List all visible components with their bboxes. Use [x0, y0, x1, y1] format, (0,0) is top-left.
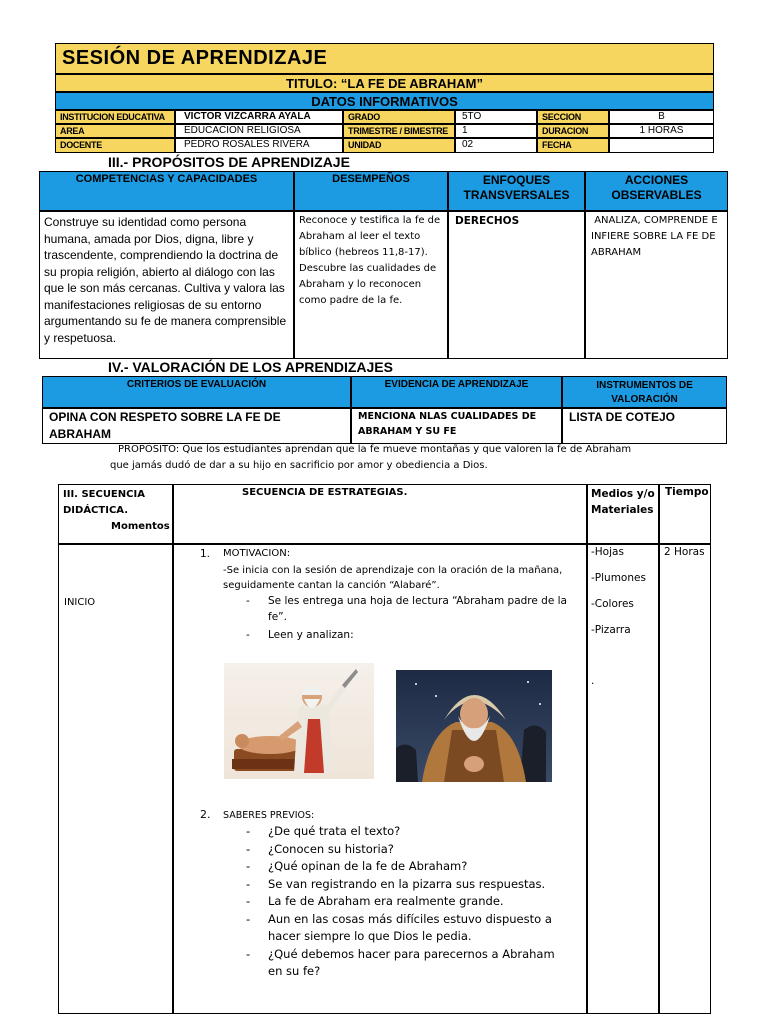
session-title-bar [55, 43, 714, 74]
proposito-line-2: que jamás dudó de dar a su hijo en sacrificio por amor y obediencia a Dios. [110, 460, 488, 471]
saberes-item: - Se van registrando en la pizarra sus respuestas. [222, 876, 562, 894]
valoracion-heading: IV.- VALORACIÓN DE LOS APRENDIZAJES [108, 359, 393, 375]
sequence-col-time: Tiempo [659, 484, 711, 544]
moment-label: INICIO [64, 597, 96, 608]
purposes-col-header: COMPETENCIAS Y CAPACIDADES [39, 171, 294, 211]
info-label: UNIDAD [343, 138, 455, 153]
sequence-col-title: III. SECUENCIA DIDÁCTICA. [63, 489, 145, 516]
motivacion-text: -Se inicia con la sesión de aprendizaje con la oración de la mañana, seguidamente cantan la canción “Alabaré”. [223, 565, 563, 591]
info-value: PEDRO ROSALES RIVERA [175, 138, 343, 153]
competencias-cell: Construye su identidad como persona humana, amada por Dios, digna, libre y trascendente, comprendiendo la doctrina de su propia religión, abierto al diálogo con las que le son más cercanas. Cultiva y valora las manifestaciones religiosas de su entorno argumentando su fe de manera comprensible y respetuosa. [39, 211, 294, 359]
valoracion-col-header: CRITERIOS DE EVALUACIÓN [42, 376, 351, 408]
saberes-list [222, 823, 562, 981]
strategies-cell [173, 544, 587, 1014]
valoracion-col-header: INSTRUMENTOS DE VALORACIÓN [562, 376, 727, 408]
sequence-col-momentos [58, 484, 173, 544]
motivacion-item: - Leen y analizan: [222, 627, 572, 643]
desempenos-cell: Reconoce y testifica la fe de Abraham al leer el texto bíblico (hebreos 11,8-17). Descubre las cualidades de Abraham y lo reconocen como padre de la fe. [294, 211, 448, 359]
info-value: 1 HORAS [609, 124, 714, 138]
saberes-item: - ¿Conocen su historia? [222, 841, 562, 859]
datos-bar [55, 92, 714, 110]
time-cell [659, 544, 711, 1014]
material-item: -Hojas [591, 546, 624, 558]
info-value: 02 [455, 138, 537, 153]
enfoques-cell: DERECHOS [448, 211, 585, 359]
motivacion-title: MOTIVACION: [223, 548, 291, 559]
title-bar [55, 74, 714, 92]
purposes-col-header: ACCIONES OBSERVABLES [585, 171, 728, 211]
info-value [609, 138, 714, 153]
info-label: AREA [55, 124, 175, 138]
motivacion-list [222, 593, 572, 643]
info-label: FECHA [537, 138, 609, 153]
moment-cell [58, 544, 173, 1014]
item-number: 2. [200, 808, 211, 821]
session-title: SESIÓN DE APRENDIZAJE [62, 47, 328, 69]
valoracion-col-header: EVIDENCIA DE APRENDIZAJE [351, 376, 562, 408]
material-item: . [591, 675, 595, 687]
info-label: GRADO [343, 110, 455, 124]
info-label: SECCION [537, 110, 609, 124]
saberes-title: SABERES PREVIOS: [223, 810, 315, 821]
material-item: -Pizarra [591, 624, 631, 636]
purposes-col-header: DESEMPEÑOS [294, 171, 448, 211]
proposito-line-1: PROPÓSITO: Que los estudiantes aprendan que la fe mueve montañas y que valoren la fe de Abraham [118, 444, 632, 455]
item-number: 1. [200, 548, 211, 560]
saberes-item: - ¿Qué debemos hacer para parecernos a Abraham en su fe? [222, 946, 562, 981]
saberes-item: - Aun en las cosas más difíciles estuvo dispuesto a hacer siempre lo que Dios le pedia. [222, 911, 562, 946]
sequence-col-strategies: SECUENCIA DE ESTRATEGIAS. [173, 484, 587, 544]
saberes-item: - La fe de Abraham era realmente grande. [222, 893, 562, 911]
info-value: VICTOR VIZCARRA AYALA [175, 110, 343, 124]
materials-cell [587, 544, 659, 1014]
info-value: 5TO [455, 110, 537, 124]
sequence-col-subtitle: Momentos [111, 521, 170, 532]
info-value: EDUCACION RELIGIOSA [175, 124, 343, 138]
info-label: DURACION [537, 124, 609, 138]
purposes-heading: III.- PROPÓSITOS DE APRENDIZAJE [108, 154, 350, 170]
info-label: INSTITUCION EDUCATIVA [55, 110, 175, 124]
material-item: -Plumones [591, 572, 646, 584]
purposes-col-header: ENFOQUES TRANSVERSALES [448, 171, 585, 211]
info-value: B [609, 110, 714, 124]
time-value: 2 Horas [664, 546, 705, 558]
abraham-sacrifice-image [224, 663, 374, 779]
lesson-title: TITULO: “LA FE DE ABRAHAM” [286, 76, 483, 91]
info-label: DOCENTE [55, 138, 175, 153]
material-item: -Colores [591, 598, 634, 610]
instrumento-cell: LISTA DE COTEJO [562, 408, 727, 444]
saberes-item: - ¿Qué opinan de la fe de Abraham? [222, 858, 562, 876]
evidencia-cell: MENCIONA NLAS CUALIDADES DE ABRAHAM Y SU FE [351, 408, 562, 444]
sequence-col-materials: Medios y/o Materiales [587, 484, 659, 544]
abraham-praying-image [396, 670, 552, 782]
acciones-cell: ANALIZA, COMPRENDE E INFIERE SOBRE LA FE DE ABRAHAM [585, 211, 728, 359]
motivacion-item: - Se les entrega una hoja de lectura “Abraham padre de la fe”. [222, 593, 572, 627]
info-value: 1 [455, 124, 537, 138]
criterio-cell: OPINA CON RESPETO SOBRE LA FE DE ABRAHAM [42, 408, 351, 444]
saberes-item: - ¿De qué trata el texto? [222, 823, 562, 841]
info-label: TRIMESTRE / BIMESTRE [343, 124, 455, 138]
datos-informativos-heading: DATOS INFORMATIVOS [311, 94, 458, 109]
